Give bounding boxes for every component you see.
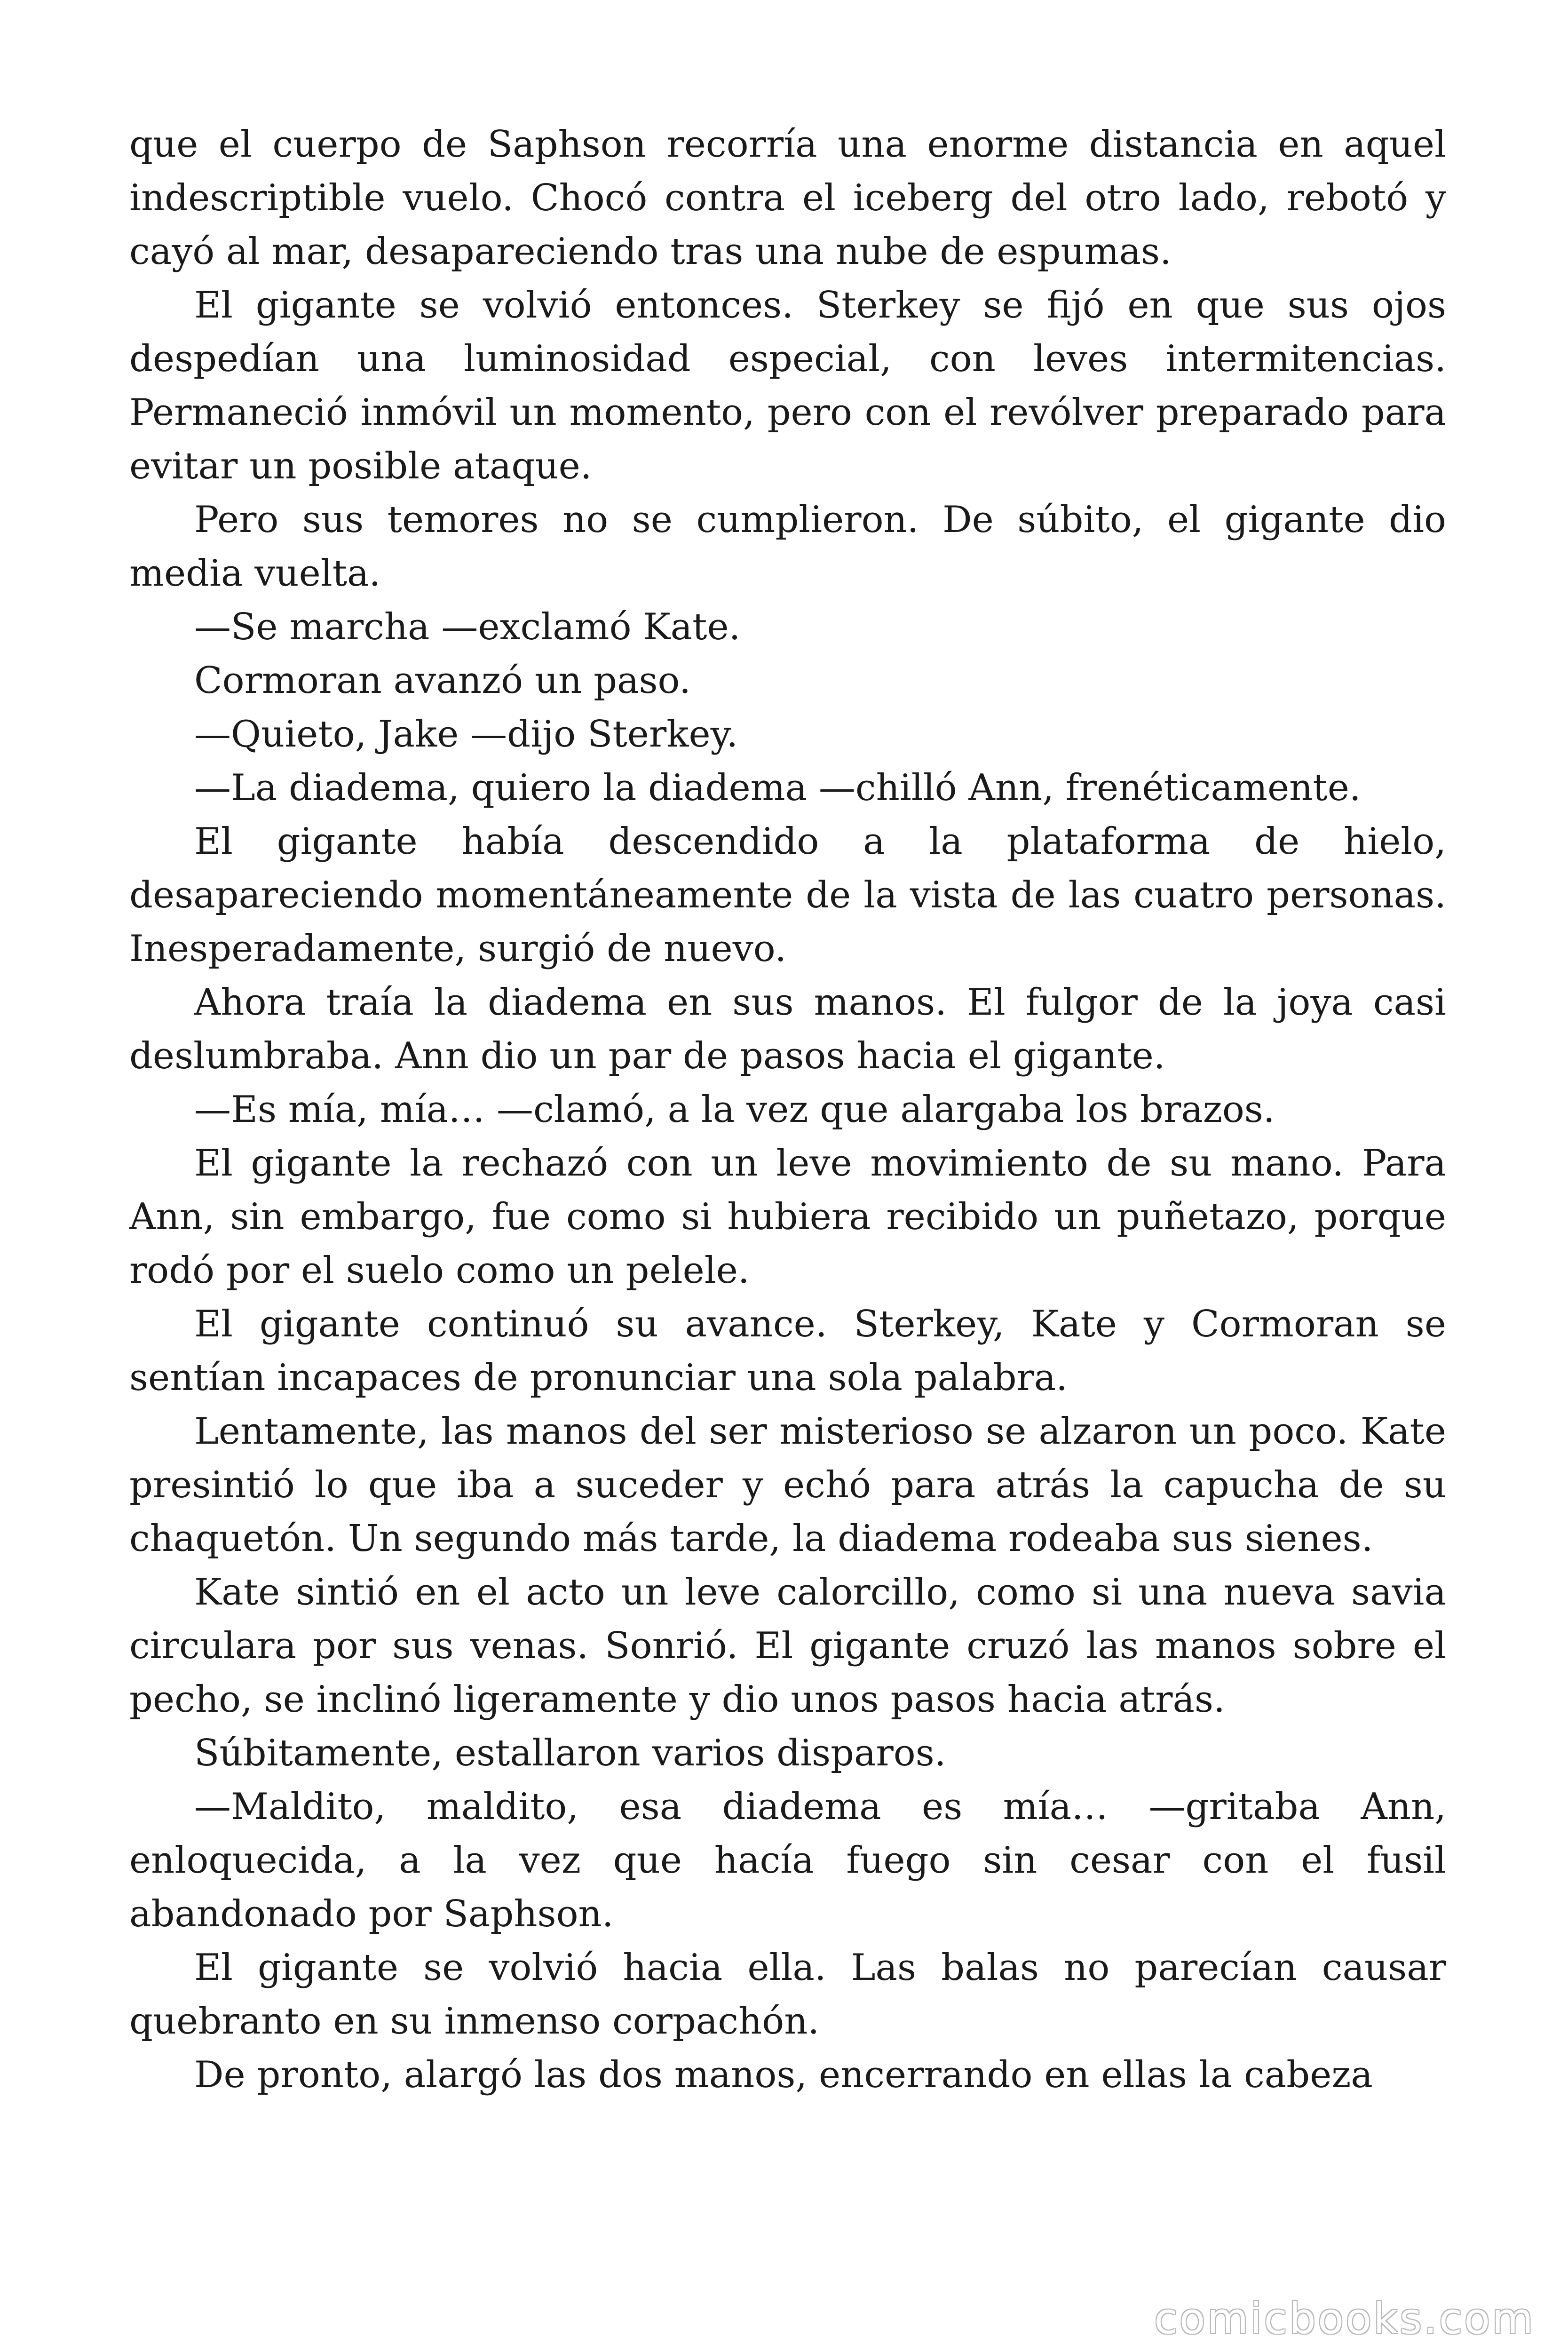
dialogue-line: —Maldito, maldito, esa diadema es mía… —gritaba Ann, enloquecida, a la vez que hacía fuego sin cesar con el fusil abandonado por Saphson. — [129, 1786, 1446, 1935]
paragraph: El gigante se volvió entonces. Sterkey se fijó en que sus ojos despedían una luminosidad especial, con leves intermitencias. Permaneció inmóvil un momento, pero con el revólver preparado para evitar un posible ataque. — [129, 284, 1446, 487]
paragraph: Kate sintió en el acto un leve calorcillo, como si una nueva savia circulara por sus venas. Sonrió. El gigante cruzó las manos sobre el pecho, se inclinó ligeramente y dio unos pasos hacia atrás. — [129, 1571, 1446, 1721]
watermark: comicbooks.com — [1154, 2294, 1535, 2344]
paragraph: De pronto, alargó las dos manos, encerrando en ellas la cabeza — [194, 2054, 1373, 2096]
paragraph: que el cuerpo de Saphson recorría una enorme distancia en aquel indescriptible vuelo. Chocó contra el iceberg del otro lado, rebotó y cayó al mar, desapareciendo tras una nube de espumas. — [129, 123, 1446, 273]
paragraph: Lentamente, las manos del ser misterioso se alzaron un poco. Kate presintió lo que iba a suceder y echó para atrás la capucha de su chaquetón. Un segundo más tarde, la diadema rodeaba sus sienes. — [129, 1410, 1446, 1560]
dialogue-line: —La diadema, quiero la diadema —chilló Ann, frenéticamente. — [194, 767, 1361, 809]
dialogue-line: —Quieto, Jake —dijo Sterkey. — [194, 713, 738, 755]
paragraph: Cormoran avanzó un paso. — [194, 660, 691, 702]
dialogue-line: —Es mía, mía… —clamó, a la vez que alargaba los brazos. — [194, 1089, 1275, 1131]
paragraph: Pero sus temores no se cumplieron. De súbito, el gigante dio media vuelta. — [129, 499, 1446, 595]
paragraph: Súbitamente, estallaron varios disparos. — [194, 1732, 946, 1774]
paragraph: El gigante la rechazó con un leve movimiento de su mano. Para Ann, sin embargo, fue como si hubiera recibido un puñetazo, porque rodó por el suelo como un pelele. — [129, 1142, 1446, 1292]
body-text — [129, 118, 1446, 2102]
paragraph: Ahora traía la diadema en sus manos. El fulgor de la joya casi deslumbraba. Ann dio un par de pasos hacia el gigante. — [129, 981, 1446, 1077]
paragraph: El gigante se volvió hacia ella. Las balas no parecían causar quebranto en su inmenso corpachón. — [129, 1947, 1446, 2042]
dialogue-line: —Se marcha —exclamó Kate. — [194, 606, 741, 648]
paragraph: El gigante había descendido a la plataforma de hielo, desapareciendo momentáneamente de la vista de las cuatro personas. Inesperadamente, surgió de nuevo. — [129, 820, 1446, 970]
paragraph: El gigante continuó su avance. Sterkey, Kate y Cormoran se sentían incapaces de pronunciar una sola palabra. — [129, 1303, 1446, 1399]
